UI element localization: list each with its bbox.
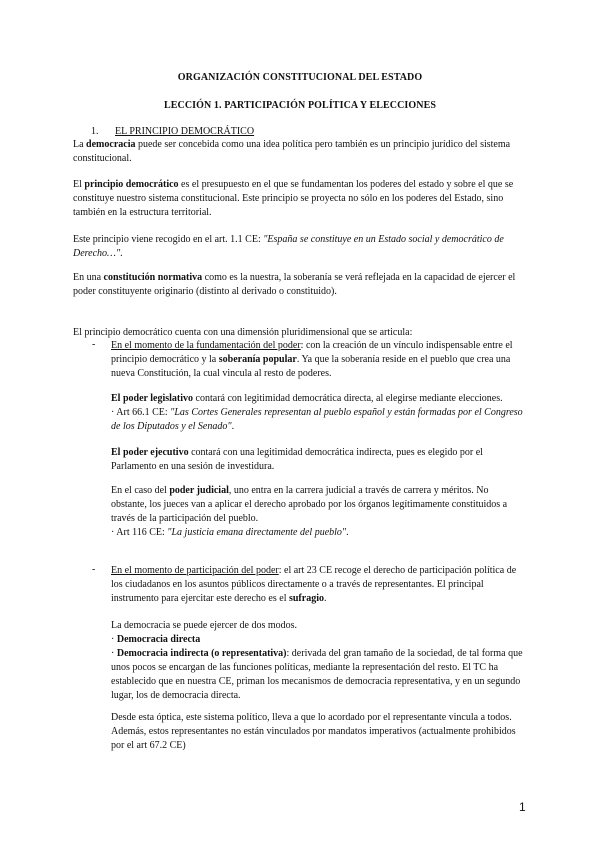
bold-term: soberanía popular [218,354,297,365]
bullet-dot: · [111,648,117,659]
article-ref: · Art 66.1 CE: [111,407,171,418]
text: . [120,248,123,259]
text: En una [73,272,104,283]
bold-term: Democracia indirecta (o representativa) [116,648,287,659]
paragraph-democracia [73,138,533,166]
paragraph-judicial [111,484,525,540]
text: , uno entra en la carrera judicial a través de carrera y méritos. No obstante, los jueces van a aplicar el derecho aprobado por los órganos legítimamente constituidos a través de la participación del pueblo. [111,485,508,524]
bold-term: poder judicial [169,485,229,496]
underlined-text: En el momento de participación del poder [111,565,279,576]
section-heading [73,125,533,139]
bold-term: democracia [86,139,136,150]
bullet-dot: · [111,634,117,645]
text: . Ya que la soberanía reside en el pueblo que crea una nueva Constitución, la cual vincula al resto de poderes. [111,354,511,379]
underlined-text: En el momento de la fundamentación del poder [111,340,301,351]
text: : con la creación de un vínculo indispensable entre el principio democrático y la [111,340,513,365]
paragraph-constitucion [73,271,533,299]
document-title: ORGANIZACIÓN CONSTITUCIONAL DEL ESTADO [177,72,423,83]
text: La democracia se puede ejercer de dos modos. [111,620,298,631]
paragraph-indirecta [111,647,525,703]
text: Este principio viene recogido en el art. 1.1 CE: [73,234,264,245]
paragraph-modos [111,619,525,647]
text: puede ser concebida como una idea política pero también es un principio jurídico del sistema constitucional. [73,139,511,164]
section-heading-text: EL PRINCIPIO DEMOCRÁTICO [115,126,255,137]
text: contará con legitimidad democrática directa, al elegirse mediante elecciones. [193,393,503,404]
text: : derivada del gran tamaño de la sociedad, de tal forma que unos pocos se encargan de las funciones políticas, mediante la representación del resto. El TC ha establecido que en nuestra CE, priman los mecanismos de democracia representativa, y en un segundo lugar, los de democracia directa. [111,648,523,701]
text: . [346,527,349,538]
paragraph-principio [73,178,533,220]
bold-term: principio democrático [84,179,179,190]
bold-term: El poder legislativo [111,393,194,404]
lesson-title: LECCIÓN 1. PARTICIPACIÓN POLÍTICA Y ELECCIONES [163,100,437,111]
quote: "Las Cortes Generales representan al pueblo español y están formadas por el Congreso de los Diputados y el Senado" [111,407,523,432]
text: . [231,421,235,432]
bullet-dash: - [92,564,96,575]
paragraph-dimension: El principio democrático cuenta con una dimensión pluridimensional que se articula: [73,327,413,338]
bullet-fundamentacion [111,339,525,381]
text: : el art 23 CE recoge el derecho de participación política de los ciudadanos en los asuntos públicos directamente o a través de representantes. El principal instrumento para ejercitar este derecho es el [111,565,517,604]
quote: "La justicia emana directamente del pueblo" [167,527,347,538]
paragraph-final: Desde esta óptica, este sistema político, lleva a que lo acordado por el representante vincula a todos. Además, estos representantes no están vinculados por mandatos imperativos (actualmente prohibidos por el art 67.2 CE) [111,712,516,751]
text: La [73,139,87,150]
bold-term: Democracia directa [116,634,201,645]
quote: "España se constituye en un Estado social y democrático de Derecho…" [73,234,504,259]
text: . [323,593,327,604]
paragraph-ejecutivo [111,446,525,474]
page-number: 1 [519,800,526,814]
text: como es la nuestra, la soberanía se verá reflejada en la capacidad de ejercer el poder constituyente originario (distinto al derivado o constituido). [73,272,516,297]
text: En el caso del [111,485,170,496]
bullet-dash: - [92,339,96,350]
text: El [73,179,85,190]
article-ref: · Art 116 CE: [111,527,168,538]
paragraph-art-1-1 [73,233,533,261]
bold-term: sufragio [288,593,324,604]
text: es el presupuesto en el que se fundamentan los poderes del estado y sobre el que se constituye nuestro sistema constitucional. Este principio se proyecta no sólo en los poderes del Estado, sino también en la estructura territorial. [73,179,514,218]
text: contará con una legitimidad democrática indirecta, pues es elegido por el Parlamento en una sesión de investidura. [111,447,483,472]
section-number: 1. [91,126,99,137]
bold-term: El poder ejecutivo [111,447,189,458]
bold-term: constitución normativa [103,272,203,283]
paragraph-legislativo [111,392,525,434]
bullet-participacion [111,564,525,606]
